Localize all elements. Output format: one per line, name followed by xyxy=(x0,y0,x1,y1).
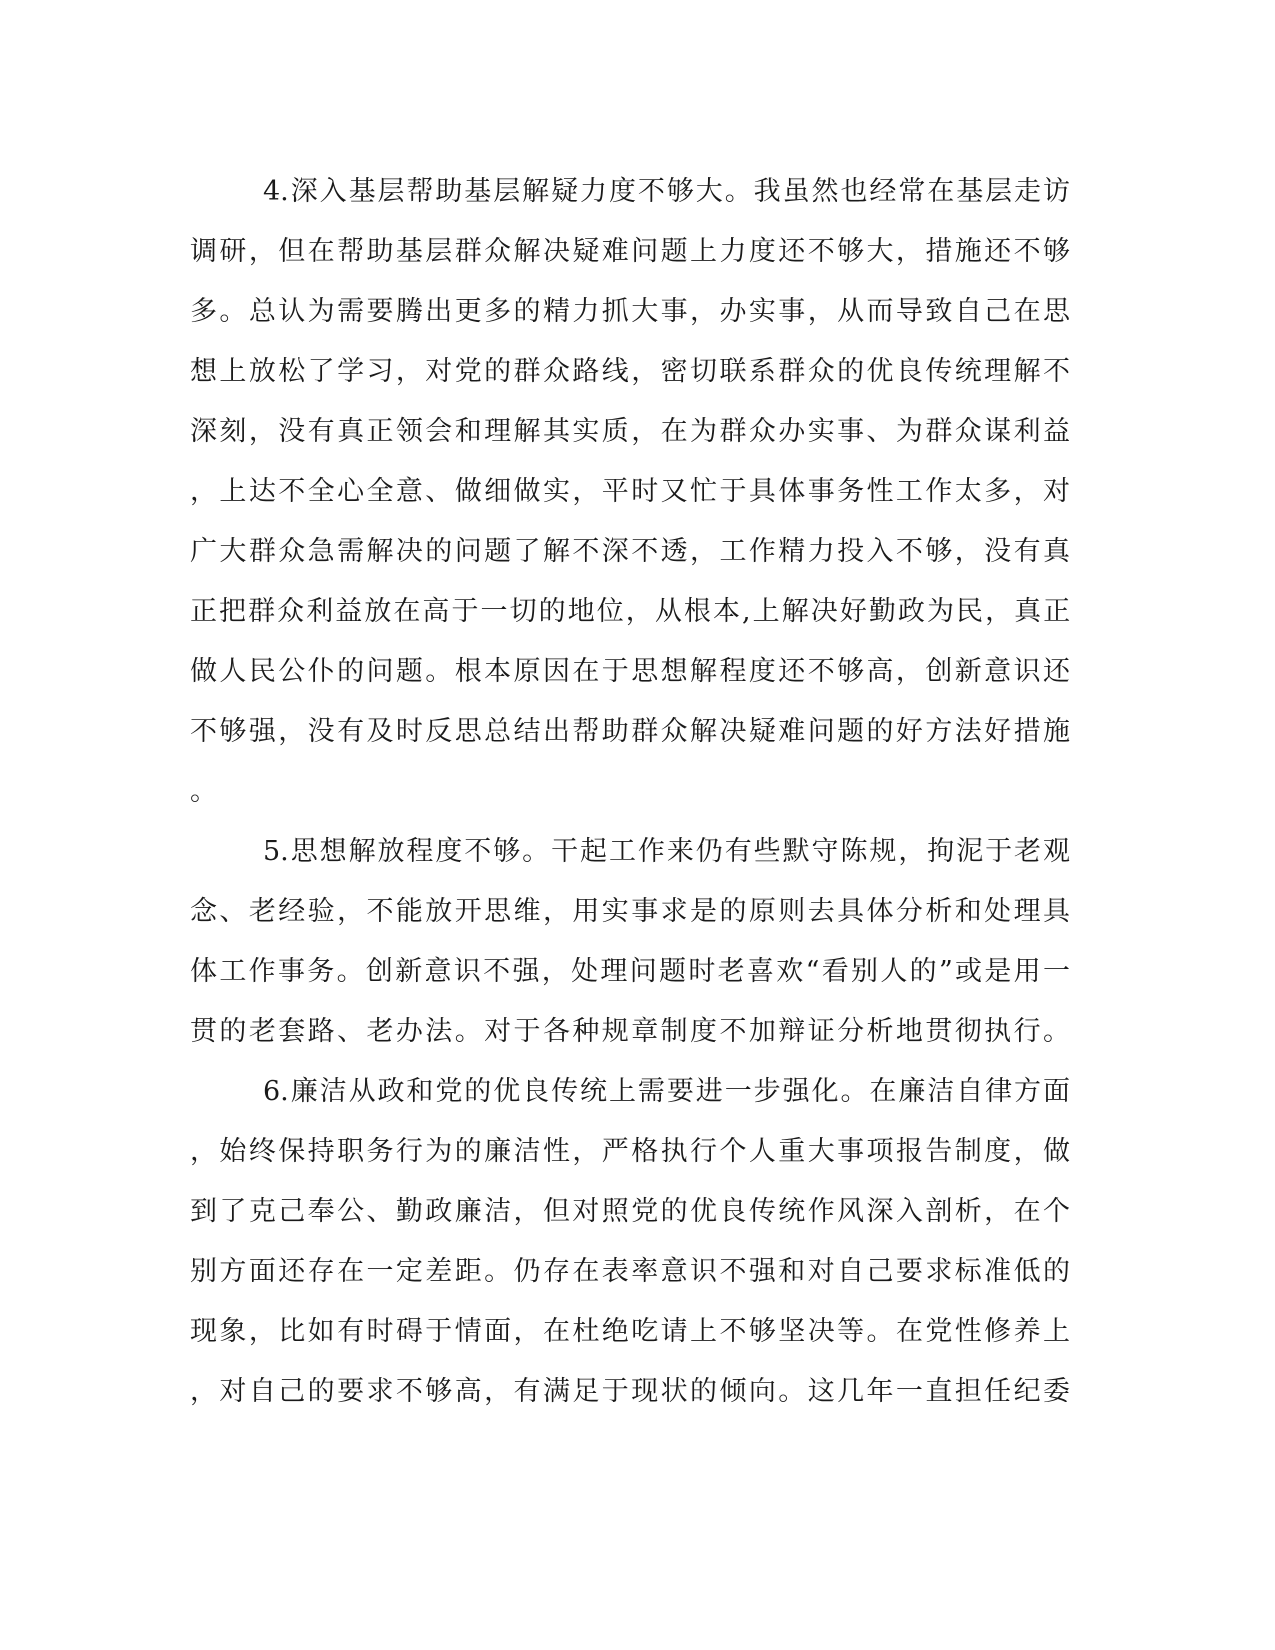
text-line: 现象，比如有时碍于情面，在杜绝吃请上不够坚决等。在党性修养上 xyxy=(190,1316,1070,1347)
paragraph-5 xyxy=(190,822,1070,1062)
text-line: 不够强，没有及时反思总结出帮助群众解决疑难问题的好方法好措施 xyxy=(190,716,1070,747)
text-line: 5.思想解放程度不够。干起工作来仍有些默守陈规，拘泥于老观 xyxy=(263,836,1070,867)
text-line: 念、老经验，不能放开思维，用实事求是的原则去具体分析和处理具 xyxy=(190,896,1070,927)
paragraph-4 xyxy=(190,162,1070,822)
document-body xyxy=(190,162,1070,1422)
text-line: 别方面还存在一定差距。仍存在表率意识不强和对自己要求标准低的 xyxy=(190,1256,1070,1287)
text-line: 正把群众利益放在高于一切的地位，从根本,上解决好勤政为民，真正 xyxy=(190,596,1070,627)
text-line: ，对自己的要求不够高，有满足于现状的倾向。这几年一直担任纪委 xyxy=(190,1376,1070,1407)
text-line: 调研，但在帮助基层群众解决疑难问题上力度还不够大，措施还不够 xyxy=(190,236,1070,267)
text-line: 广大群众急需解决的问题了解不深不透，工作精力投入不够，没有真 xyxy=(190,536,1070,567)
text-line: 4.深入基层帮助基层解疑力度不够大。我虽然也经常在基层走访 xyxy=(263,176,1070,207)
text-line: 6.廉洁从政和党的优良传统上需要进一步强化。在廉洁自律方面 xyxy=(263,1076,1070,1107)
text-line: 到了克己奉公、勤政廉洁，但对照党的优良传统作风深入剖析，在个 xyxy=(190,1196,1070,1227)
text-line: 深刻，没有真正领会和理解其实质，在为群众办实事、为群众谋利益 xyxy=(190,416,1070,447)
text-line: 。 xyxy=(190,776,217,807)
text-line: 体工作事务。创新意识不强，处理问题时老喜欢“看别人的”或是用一 xyxy=(190,956,1070,987)
text-line: ，始终保持职务行为的廉洁性，严格执行个人重大事项报告制度，做 xyxy=(190,1136,1070,1167)
paragraph-6 xyxy=(190,1062,1070,1422)
text-line: 多。总认为需要腾出更多的精力抓大事，办实事，从而导致自己在思 xyxy=(190,296,1070,327)
text-line: ，上达不全心全意、做细做实，平时又忙于具体事务性工作太多，对 xyxy=(190,476,1070,507)
text-line: 贯的老套路、老办法。对于各种规章制度不加辩证分析地贯彻执行。 xyxy=(190,1016,1070,1047)
text-line: 做人民公仆的问题。根本原因在于思想解程度还不够高，创新意识还 xyxy=(190,656,1070,687)
text-line: 想上放松了学习，对党的群众路线，密切联系群众的优良传统理解不 xyxy=(190,356,1070,387)
